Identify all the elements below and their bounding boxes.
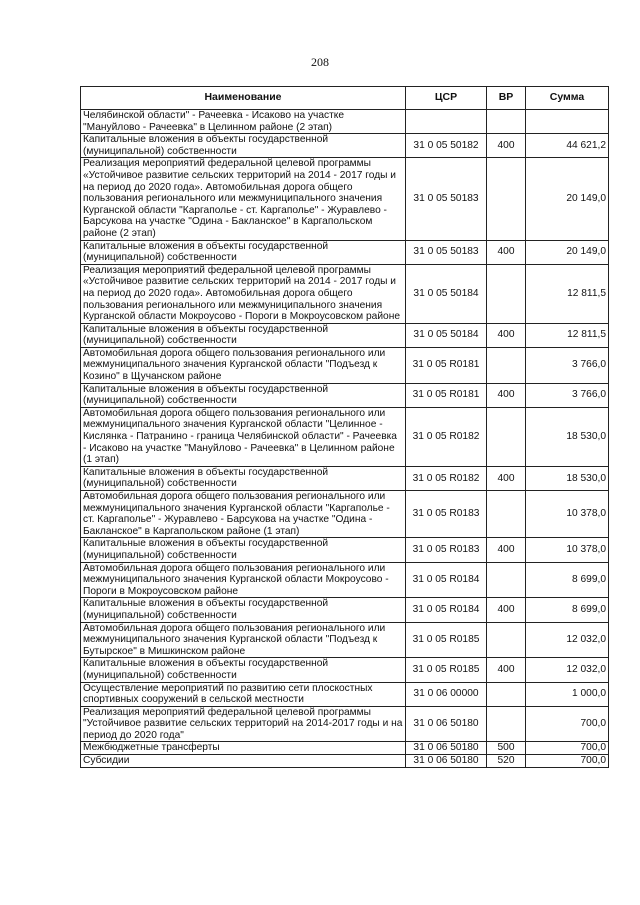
cell-vr: [487, 682, 526, 706]
cell-csr: 31 0 06 00000: [406, 682, 487, 706]
cell-vr: 400: [487, 538, 526, 562]
cell-name: Автомобильная дорога общего пользования регионального или межмуниципального значения Курганской области "Каргаполье - ст. Каргаполье" - Журавлево - Барсукова на участке "Одина - Бакланское" в Каргапольском районе (1 этап): [81, 491, 406, 538]
cell-sum: 12 811,5: [526, 323, 609, 347]
cell-name: Автомобильная дорога общего пользования регионального или межмуниципального значения Курганской области "Подъезд к Бутырское" в Мишкинском районе: [81, 622, 406, 658]
cell-csr: [406, 110, 487, 134]
table-row: [81, 158, 609, 240]
cell-vr: 400: [487, 466, 526, 490]
budget-table: [80, 86, 609, 768]
table-body: [81, 110, 609, 768]
header-vr: ВР: [487, 87, 526, 110]
header-csr: ЦСР: [406, 87, 487, 110]
cell-vr: [487, 562, 526, 598]
cell-sum: [526, 110, 609, 134]
cell-sum: 10 378,0: [526, 538, 609, 562]
cell-name: Капитальные вложения в объекты государственной (муниципальной) собственности: [81, 598, 406, 622]
table-row: [81, 466, 609, 490]
cell-name: Капитальные вложения в объекты государственной (муниципальной) собственности: [81, 538, 406, 562]
header-name: Наименование: [81, 87, 406, 110]
cell-csr: 31 0 05 R0185: [406, 622, 487, 658]
table-row: [81, 491, 609, 538]
page-number: 208: [311, 55, 329, 69]
cell-csr: 31 0 05 R0184: [406, 562, 487, 598]
cell-name: Реализация мероприятий федеральной целевой программы «Устойчивое развитие сельских территорий на 2014 - 2017 годы и на период до 2020 года». Автомобильная дорога общего пользования регионального или межмуниципального значения Курганской области "Каргаполье - ст. Каргаполье" - Журавлево - Барсукова на участке "Одина - Бакланское" в Каргапольском районе (2 этап): [81, 158, 406, 240]
cell-vr: 400: [487, 134, 526, 158]
cell-name: Капитальные вложения в объекты государственной (муниципальной) собственности: [81, 466, 406, 490]
cell-vr: [487, 622, 526, 658]
table-row: [81, 407, 609, 466]
table-row: [81, 755, 609, 768]
table-row: [81, 264, 609, 323]
cell-csr: 31 0 05 R0182: [406, 407, 487, 466]
cell-name: Субсидии: [81, 755, 406, 768]
table-row: [81, 240, 609, 264]
table-row: [81, 383, 609, 407]
cell-csr: 31 0 05 50183: [406, 158, 487, 240]
table-row: [81, 134, 609, 158]
table-row: [81, 682, 609, 706]
cell-vr: [487, 158, 526, 240]
cell-sum: 12 032,0: [526, 658, 609, 682]
cell-sum: 8 699,0: [526, 562, 609, 598]
cell-sum: 20 149,0: [526, 158, 609, 240]
cell-csr: 31 0 06 50180: [406, 706, 487, 742]
cell-csr: 31 0 05 R0185: [406, 658, 487, 682]
cell-vr: 400: [487, 598, 526, 622]
cell-name: Капитальные вложения в объекты государственной (муниципальной) собственности: [81, 383, 406, 407]
cell-sum: 20 149,0: [526, 240, 609, 264]
cell-vr: [487, 347, 526, 383]
cell-vr: 400: [487, 383, 526, 407]
cell-sum: 10 378,0: [526, 491, 609, 538]
cell-csr: 31 0 05 50184: [406, 323, 487, 347]
cell-csr: 31 0 05 R0181: [406, 383, 487, 407]
cell-vr: 400: [487, 323, 526, 347]
cell-sum: 12 032,0: [526, 622, 609, 658]
cell-vr: [487, 110, 526, 134]
cell-name: Осуществление мероприятий по развитию сети плоскостных спортивных сооружений в сельской местности: [81, 682, 406, 706]
header-sum: Сумма: [526, 87, 609, 110]
cell-sum: 700,0: [526, 706, 609, 742]
cell-sum: 44 621,2: [526, 134, 609, 158]
cell-vr: 520: [487, 755, 526, 768]
cell-name: Капитальные вложения в объекты государственной (муниципальной) собственности: [81, 240, 406, 264]
cell-csr: 31 0 05 50184: [406, 264, 487, 323]
table-row: [81, 658, 609, 682]
cell-sum: 8 699,0: [526, 598, 609, 622]
cell-name: Межбюджетные трансферты: [81, 742, 406, 755]
cell-vr: 400: [487, 240, 526, 264]
cell-csr: 31 0 05 50183: [406, 240, 487, 264]
cell-csr: 31 0 05 R0181: [406, 347, 487, 383]
cell-name: Автомобильная дорога общего пользования регионального или межмуниципального значения Курганской области Мокроусово - Пороги в Мокроусовском районе: [81, 562, 406, 598]
table-row: [81, 742, 609, 755]
table-row: [81, 562, 609, 598]
cell-name: Капитальные вложения в объекты государственной (муниципальной) собственности: [81, 323, 406, 347]
table-header: [81, 87, 609, 110]
cell-name: Реализация мероприятий федеральной целевой программы "Устойчивое развитие сельских территорий на 2014-2017 годы и на период до 2020 года": [81, 706, 406, 742]
cell-csr: 31 0 06 50180: [406, 742, 487, 755]
cell-csr: 31 0 05 R0184: [406, 598, 487, 622]
table-row: [81, 622, 609, 658]
table-row: [81, 110, 609, 134]
cell-vr: [487, 491, 526, 538]
cell-name: Автомобильная дорога общего пользования регионального или межмуниципального значения Курганской области "Подъезд к Козино" в Щучанском районе: [81, 347, 406, 383]
cell-vr: [487, 706, 526, 742]
cell-vr: 500: [487, 742, 526, 755]
cell-name: Капитальные вложения в объекты государственной (муниципальной) собственности: [81, 134, 406, 158]
header-row: [81, 87, 609, 110]
cell-sum: 3 766,0: [526, 347, 609, 383]
cell-csr: 31 0 05 R0183: [406, 491, 487, 538]
table-row: [81, 323, 609, 347]
table-row: [81, 538, 609, 562]
cell-sum: 12 811,5: [526, 264, 609, 323]
cell-csr: 31 0 05 R0183: [406, 538, 487, 562]
cell-sum: 700,0: [526, 755, 609, 768]
cell-sum: 3 766,0: [526, 383, 609, 407]
cell-name: Реализация мероприятий федеральной целевой программы «Устойчивое развитие сельских территорий на 2014 - 2017 годы и на период до 2020 года». Автомобильная дорога общего пользования регионального или межмуниципального значения Курганской области Мокроусово - Пороги в Мокроусовском районе: [81, 264, 406, 323]
cell-csr: 31 0 06 50180: [406, 755, 487, 768]
cell-vr: 400: [487, 658, 526, 682]
cell-sum: 1 000,0: [526, 682, 609, 706]
cell-sum: 18 530,0: [526, 466, 609, 490]
table-row: [81, 598, 609, 622]
cell-sum: 18 530,0: [526, 407, 609, 466]
cell-csr: 31 0 05 R0182: [406, 466, 487, 490]
table-row: [81, 347, 609, 383]
table-row: [81, 706, 609, 742]
cell-vr: [487, 407, 526, 466]
cell-csr: 31 0 05 50182: [406, 134, 487, 158]
cell-vr: [487, 264, 526, 323]
cell-name: Капитальные вложения в объекты государственной (муниципальной) собственности: [81, 658, 406, 682]
cell-sum: 700,0: [526, 742, 609, 755]
cell-name: Челябинской области" - Рачеевка - Исаково на участке "Мануйлово - Рачеевка" в Целинном районе (2 этап): [81, 110, 406, 134]
cell-name: Автомобильная дорога общего пользования регионального или межмуниципального значения Курганской области "Целинное - Кислянка - Патранино - граница Челябинской области" - Рачеевка - Исаково на участке "Мануйлово - Рачеевка" в Целинном районе (1 этап): [81, 407, 406, 466]
